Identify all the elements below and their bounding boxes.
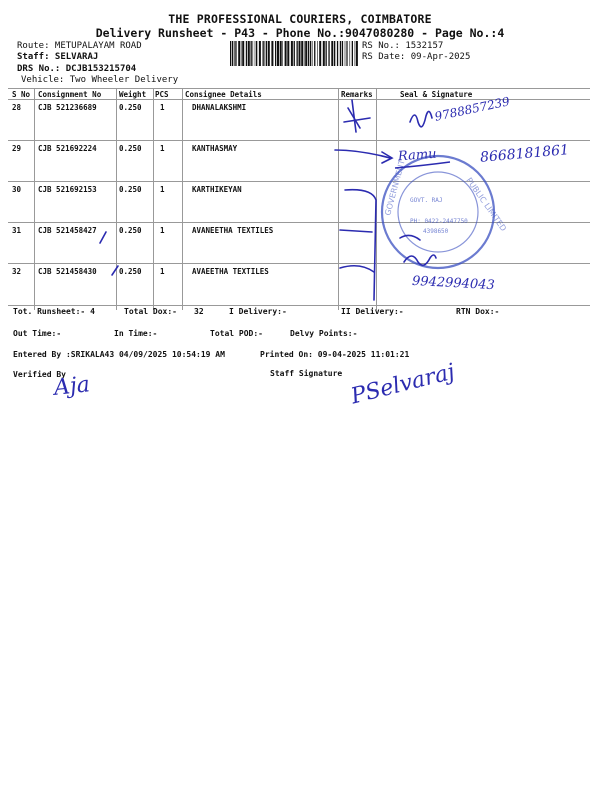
- ii-delivery-label: II Delivery:-: [341, 307, 404, 316]
- total-pod-label: Total POD:-: [210, 329, 263, 338]
- staff-signature: PSelvaraj: [348, 359, 458, 410]
- rs-date: RS Date: 09-Apr-2025: [362, 52, 471, 62]
- row-consignee: DHANALAKSHMI: [192, 103, 247, 112]
- col-header-sno: S No: [12, 90, 31, 99]
- col-header-pcs: PCS: [155, 90, 169, 99]
- vehicle-label: Vehicle: Two Wheeler Delivery: [21, 75, 179, 85]
- col-header-remarks: Remarks: [341, 90, 373, 99]
- row-pcs: 1: [160, 226, 165, 235]
- stamp-line2: PH: 0422-2447750: [410, 218, 468, 225]
- row-sno: 28: [12, 103, 22, 112]
- row-pcs: 1: [160, 144, 165, 153]
- stamp-line1: GOVT. RAJ: [410, 197, 443, 204]
- col-header-consignee: Consignee Details: [185, 90, 262, 99]
- svg-text:GOVERNMENT: GOVERNMENT: [383, 158, 407, 217]
- total-dox-value: 32: [194, 307, 204, 316]
- route-label: Route: METUPALAYAM ROAD: [17, 41, 142, 51]
- stamp-line3: 4398650: [423, 228, 449, 235]
- col-header-weight: Weight: [119, 90, 147, 99]
- company-title: THE PROFESSIONAL COURIERS, COIMBATORE: [168, 12, 432, 26]
- row-consignee: KARTHIKEYAN: [192, 185, 242, 194]
- out-time-label: Out Time:-: [13, 329, 62, 338]
- total-dox-label: Total Dox:-: [124, 307, 177, 316]
- row-consignment: CJB 521692224: [38, 144, 97, 153]
- total-runsheet: Tot. Runsheet:- 4: [13, 307, 95, 316]
- row-consignee: AVANEETHA TEXTILES: [192, 226, 274, 235]
- row-weight: 0.250: [119, 185, 142, 194]
- printed-on: Printed On: 09-04-2025 11:01:21: [260, 350, 410, 359]
- row-weight: 0.250: [119, 267, 142, 276]
- row-pcs: 1: [160, 103, 165, 112]
- i-delivery-label: I Delivery:-: [229, 307, 287, 316]
- delvy-points-label: Delvy Points:-: [290, 329, 358, 338]
- row-weight: 0.250: [119, 144, 142, 153]
- row-sno: 30: [12, 185, 22, 194]
- handwritten-name: Ramu: [397, 146, 438, 165]
- handwritten-phone-2: 8668181861: [479, 142, 570, 166]
- staff-signature-label: Staff Signature: [270, 369, 343, 378]
- col-header-consignment: Consignment No: [38, 90, 102, 99]
- row-pcs: 1: [160, 185, 165, 194]
- verified-by-label: Verified By: [13, 370, 66, 379]
- row-consignment: CJB 521458427: [38, 226, 97, 235]
- row-sno: 29: [12, 144, 22, 153]
- row-weight: 0.250: [119, 226, 142, 235]
- handwritten-phone-1: 9788857239: [433, 94, 511, 124]
- col-header-seal: Seal & Signature: [400, 90, 473, 99]
- row-consignment: CJB 521692153: [38, 185, 97, 194]
- verified-signature: Aja: [52, 372, 92, 401]
- row-consignment: CJB 521236689: [38, 103, 97, 112]
- drs-number: DRS No.: DCJB153215704: [17, 64, 137, 74]
- runsheet-subtitle: Delivery Runsheet - P43 - Phone No.:9047080280 - Page No.:4: [95, 26, 505, 40]
- in-time-label: In Time:-: [114, 329, 158, 338]
- row-consignee: KANTHASMAY: [192, 144, 238, 153]
- row-weight: 0.250: [119, 103, 142, 112]
- rtn-dox-label: RTN Dox:-: [456, 307, 500, 316]
- row-consignment: CJB 521458430: [38, 267, 97, 276]
- row-consignee: AVAEETHA TEXTILES: [192, 267, 269, 276]
- entered-by: Entered By :SRIKALA43 04/09/2025 10:54:19 AM: [13, 350, 225, 359]
- row-sno: 31: [12, 226, 22, 235]
- row-pcs: 1: [160, 267, 165, 276]
- rs-number: RS No.: 1532157: [362, 41, 444, 51]
- handwritten-phone-3: 9942994043: [411, 273, 496, 294]
- row-sno: 32: [12, 267, 22, 276]
- staff-label: Staff: SELVARAJ: [17, 52, 99, 62]
- svg-text:PUBLIC LIMITED: PUBLIC LIMITED: [464, 175, 509, 233]
